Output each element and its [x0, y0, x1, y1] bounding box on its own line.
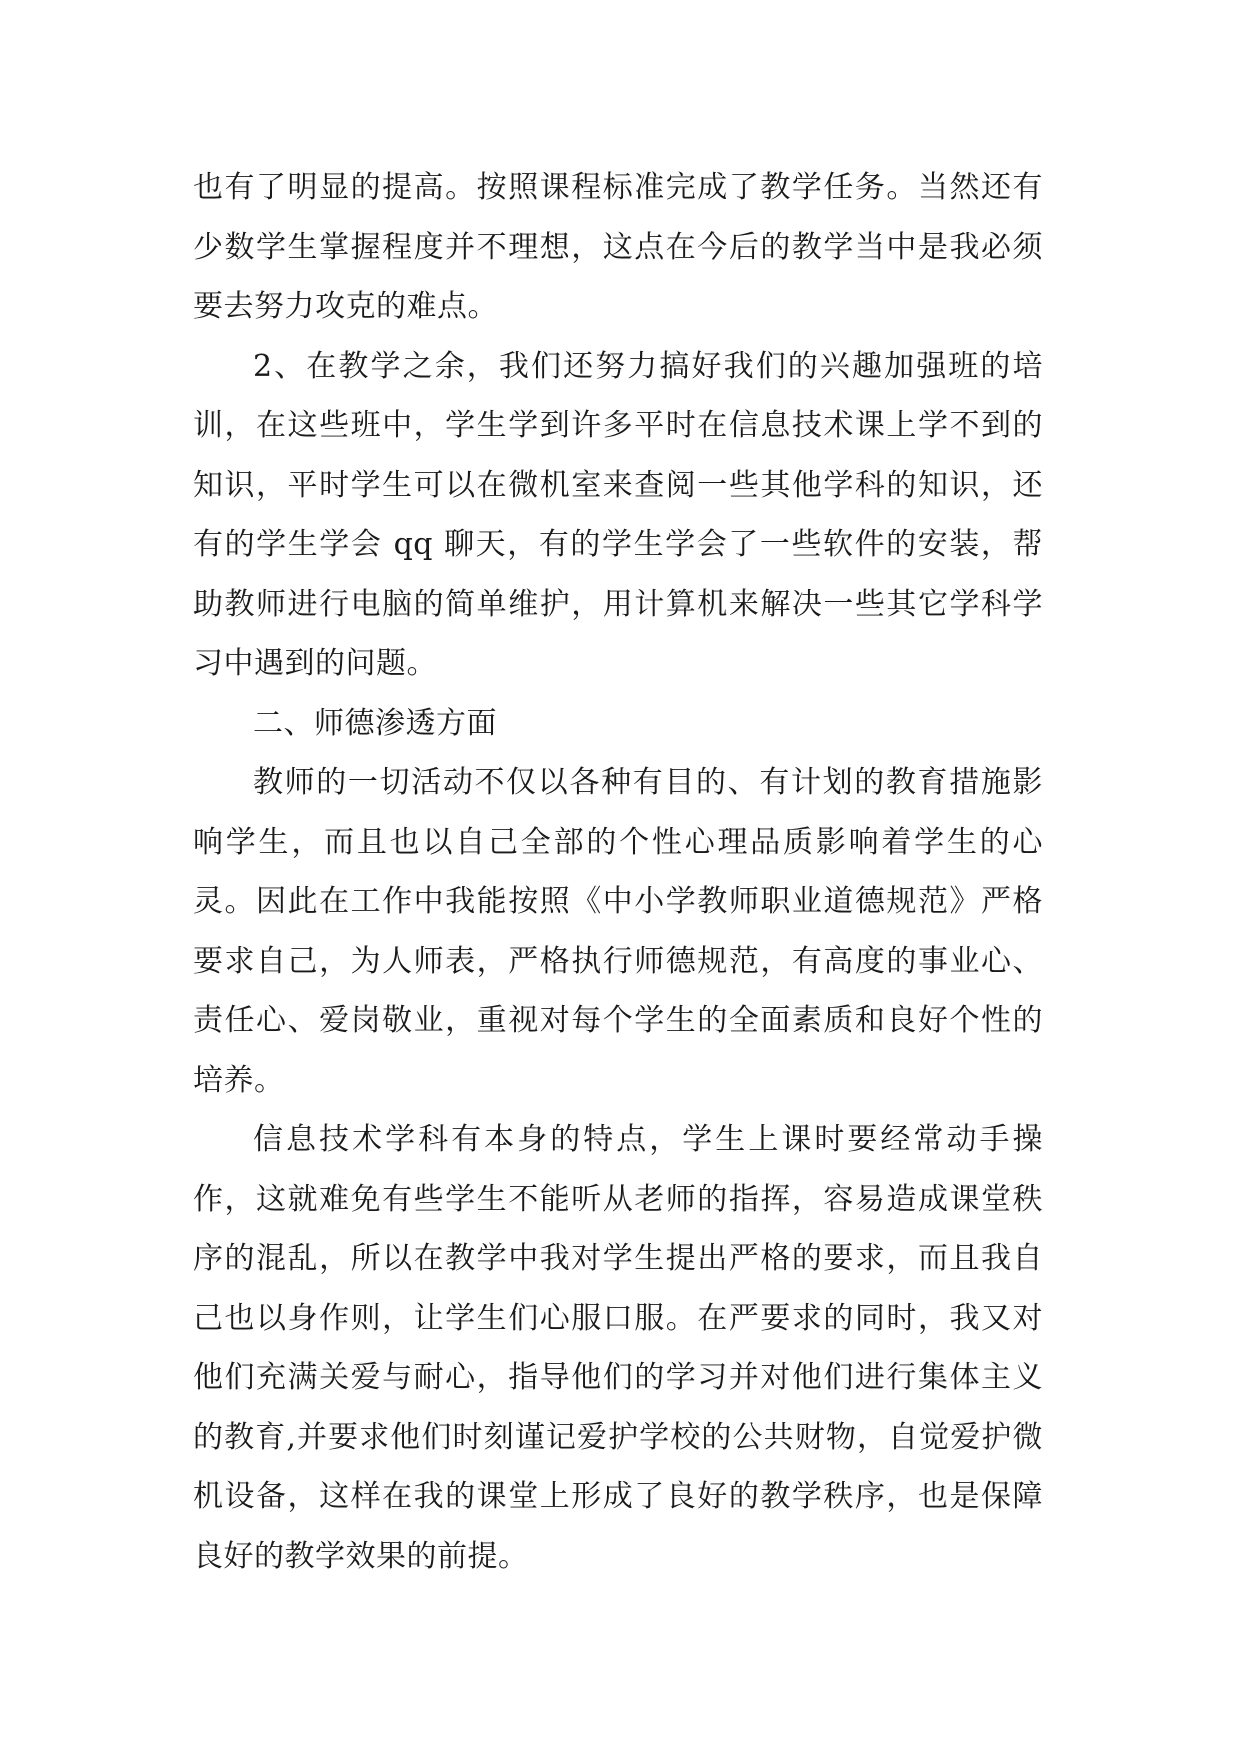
section-heading-ethics: 二、师德渗透方面	[253, 705, 497, 741]
paragraph-teacher-conduct: 教师的一切活动不仅以各种有目的、有计划的教育措施影响学生，而且也以自己全部的个性心理品质影响着学生的心灵。因此在工作中我能按照《中小学教师职业道德规范》严格要求自己，为人师表，严格执行师德规范，有高度的事业心、责任心、爱岗敬业，重视对每个学生的全面素质和良好个性的培养。	[193, 765, 1043, 1098]
paragraph-continued: 也有了明显的提高。按照课程标准完成了教学任务。当然还有少数学生掌握程度并不理想，这点在今后的教学当中是我必须要去努力攻克的难点。	[193, 170, 1043, 324]
paragraph-classroom-order: 信息技术学科有本身的特点，学生上课时要经常动手操作，这就难免有些学生不能听从老师的指挥，容易造成课堂秩序的混乱，所以在教学中我对学生提出严格的要求，而且我自己也以身作则，让学生们心服口服。在严要求的同时，我又对他们充满关爱与耐心，指导他们的学习并对他们进行集体主义的教育,并要求他们时刻谨记爱护学校的公共财物，自觉爱护微机设备，这样在我的课堂上形成了良好的教学秩序，也是保障良好的教学效果的前提。	[193, 1122, 1043, 1574]
paragraph-interest-class: 2、在教学之余，我们还努力搞好我们的兴趣加强班的培训，在这些班中，学生学到许多平时在信息技术课上学不到的知识，平时学生可以在微机室来查阅一些其他学科的知识，还有的学生学会 qq 聊天，有的学生学会了一些软件的安装，帮助教师进行电脑的简单维护，用计算机来解决一些其它学科学习中遇到的问题。	[193, 348, 1043, 681]
document-body	[193, 158, 1043, 1586]
